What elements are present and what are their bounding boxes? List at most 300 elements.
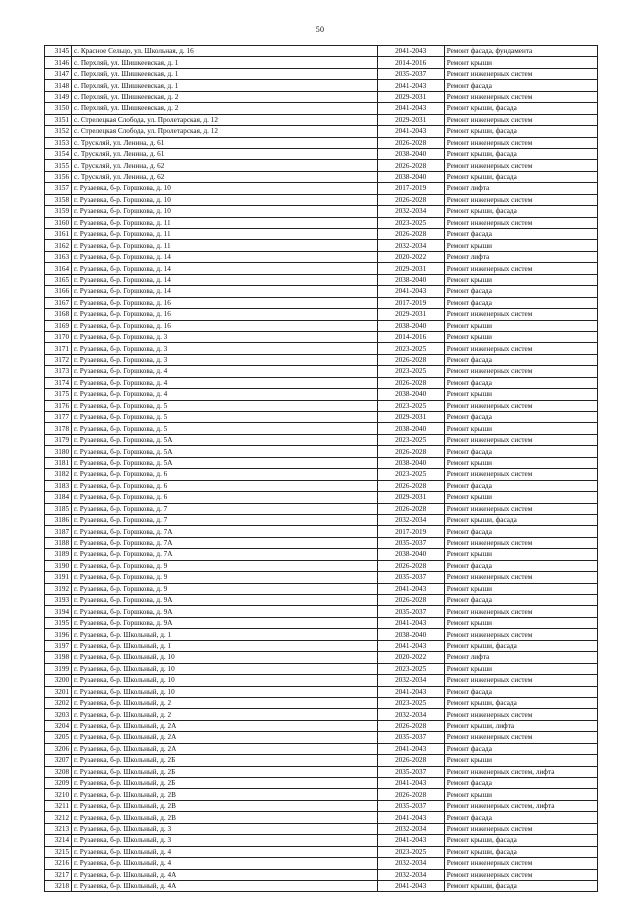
row-number: 3187 <box>45 526 72 537</box>
row-period: 2014-2016 <box>377 331 444 342</box>
table-row <box>45 789 598 800</box>
row-number: 3178 <box>45 423 72 434</box>
row-address: г. Рузаевка, б-р. Горшкова, д. 5А <box>72 434 378 445</box>
row-number: 3175 <box>45 389 72 400</box>
row-period: 2041-2043 <box>377 686 444 697</box>
row-address: г. Рузаевка, б-р. Горшкова, д. 7 <box>72 514 378 525</box>
row-address: г. Рузаевка, б-р. Школьный, д. 2Б <box>72 778 378 789</box>
row-address: с. Стрелецкая Слобода, ул. Пролетарская, д. 12 <box>72 126 378 137</box>
table-row <box>45 846 598 857</box>
row-period: 2029-2031 <box>377 492 444 503</box>
row-address: г. Рузаевка, б-р. Школьный, д. 1 <box>72 629 378 640</box>
row-period: 2038-2040 <box>377 389 444 400</box>
row-period: 2026-2028 <box>377 480 444 491</box>
row-period: 2017-2019 <box>377 526 444 537</box>
row-work-type: Ремонт инженерных систем <box>444 469 597 480</box>
row-work-type: Ремонт инженерных систем <box>444 68 597 79</box>
row-number: 3163 <box>45 251 72 262</box>
row-work-type: Ремонт лифта <box>444 183 597 194</box>
table-row <box>45 686 598 697</box>
row-work-type: Ремонт фасада <box>444 595 597 606</box>
row-period: 2038-2040 <box>377 457 444 468</box>
row-work-type: Ремонт крыши <box>444 389 597 400</box>
row-address: г. Рузаевка, б-р. Школьный, д. 4 <box>72 846 378 857</box>
table-row <box>45 697 598 708</box>
row-work-type: Ремонт крыши <box>444 423 597 434</box>
row-address: г. Рузаевка, б-р. Горшкова, д. 7А <box>72 537 378 548</box>
table-row <box>45 720 598 731</box>
table-row <box>45 823 598 834</box>
row-work-type: Ремонт инженерных систем <box>444 858 597 869</box>
row-period: 2035-2037 <box>377 68 444 79</box>
table-row <box>45 68 598 79</box>
row-number: 3209 <box>45 778 72 789</box>
row-address: г. Рузаевка, б-р. Школьный, д. 10 <box>72 675 378 686</box>
table-row <box>45 354 598 365</box>
row-number: 3171 <box>45 343 72 354</box>
row-number: 3195 <box>45 617 72 628</box>
row-number: 3212 <box>45 812 72 823</box>
row-work-type: Ремонт крыши <box>444 789 597 800</box>
table-row <box>45 732 598 743</box>
table-row <box>45 114 598 125</box>
row-address: г. Рузаевка, б-р. Горшкова, д. 5А <box>72 446 378 457</box>
table-row <box>45 274 598 285</box>
row-work-type: Ремонт инженерных систем <box>444 343 597 354</box>
row-work-type: Ремонт инженерных систем <box>444 572 597 583</box>
table-row <box>45 503 598 514</box>
row-address: г. Рузаевка, б-р. Школьный, д. 1 <box>72 640 378 651</box>
row-period: 2026-2028 <box>377 789 444 800</box>
row-number: 3173 <box>45 366 72 377</box>
row-period: 2026-2028 <box>377 194 444 205</box>
table-row <box>45 91 598 102</box>
row-period: 2023-2025 <box>377 846 444 857</box>
row-number: 3150 <box>45 103 72 114</box>
row-number: 3216 <box>45 858 72 869</box>
row-work-type: Ремонт крыши, фасада <box>444 697 597 708</box>
row-number: 3193 <box>45 595 72 606</box>
row-work-type: Ремонт крыши, фасада <box>444 835 597 846</box>
row-period: 2041-2043 <box>377 46 444 57</box>
row-number: 3183 <box>45 480 72 491</box>
row-period: 2032-2034 <box>377 709 444 720</box>
row-address: г. Рузаевка, б-р. Горшкова, д. 10 <box>72 194 378 205</box>
row-number: 3176 <box>45 400 72 411</box>
row-number: 3185 <box>45 503 72 514</box>
table-row <box>45 514 598 525</box>
row-period: 2014-2016 <box>377 57 444 68</box>
row-period: 2026-2028 <box>377 560 444 571</box>
row-work-type: Ремонт инженерных систем <box>444 194 597 205</box>
row-address: г. Рузаевка, б-р. Горшкова, д. 3 <box>72 343 378 354</box>
row-number: 3215 <box>45 846 72 857</box>
row-number: 3186 <box>45 514 72 525</box>
row-period: 2038-2040 <box>377 549 444 560</box>
row-number: 3170 <box>45 331 72 342</box>
row-period: 2026-2028 <box>377 755 444 766</box>
row-work-type: Ремонт инженерных систем <box>444 366 597 377</box>
row-address: с. Трускляй, ул. Ленина, д. 62 <box>72 160 378 171</box>
row-period: 2038-2040 <box>377 423 444 434</box>
row-number: 3199 <box>45 663 72 674</box>
table-row <box>45 80 598 91</box>
row-number: 3204 <box>45 720 72 731</box>
table-row <box>45 457 598 468</box>
row-address: г. Рузаевка, б-р. Школьный, д. 2Б <box>72 766 378 777</box>
table-row <box>45 434 598 445</box>
row-period: 2026-2028 <box>377 137 444 148</box>
row-number: 3196 <box>45 629 72 640</box>
table-row <box>45 446 598 457</box>
table-row <box>45 812 598 823</box>
row-number: 3182 <box>45 469 72 480</box>
row-number: 3189 <box>45 549 72 560</box>
row-address: г. Рузаевка, б-р. Горшкова, д. 9А <box>72 606 378 617</box>
row-number: 3154 <box>45 148 72 159</box>
row-number: 3191 <box>45 572 72 583</box>
row-work-type: Ремонт крыши, фасада <box>444 514 597 525</box>
row-address: с. Перхляй, ул. Шишкеевская, д. 1 <box>72 80 378 91</box>
row-address: г. Рузаевка, б-р. Школьный, д. 4 <box>72 858 378 869</box>
table-row <box>45 377 598 388</box>
row-address: г. Рузаевка, б-р. Горшкова, д. 14 <box>72 251 378 262</box>
row-address: с. Перхляй, ул. Шишкеевская, д. 2 <box>72 91 378 102</box>
row-address: г. Рузаевка, б-р. Горшкова, д. 5 <box>72 400 378 411</box>
row-work-type: Ремонт инженерных систем <box>444 160 597 171</box>
row-address: г. Рузаевка, б-р. Горшкова, д. 11 <box>72 229 378 240</box>
row-number: 3213 <box>45 823 72 834</box>
table-row <box>45 171 598 182</box>
row-work-type: Ремонт фасада <box>444 526 597 537</box>
row-work-type: Ремонт крыши <box>444 320 597 331</box>
table-row <box>45 126 598 137</box>
row-work-type: Ремонт фасада <box>444 560 597 571</box>
row-number: 3194 <box>45 606 72 617</box>
row-work-type: Ремонт фасада <box>444 229 597 240</box>
row-number: 3210 <box>45 789 72 800</box>
row-address: г. Рузаевка, б-р. Школьный, д. 2 <box>72 709 378 720</box>
row-work-type: Ремонт крыши <box>444 457 597 468</box>
row-work-type: Ремонт инженерных систем <box>444 114 597 125</box>
row-number: 3218 <box>45 880 72 891</box>
row-number: 3179 <box>45 434 72 445</box>
row-address: г. Рузаевка, б-р. Горшкова, д. 9А <box>72 617 378 628</box>
row-work-type: Ремонт крыши <box>444 331 597 342</box>
row-address: г. Рузаевка, б-р. Горшкова, д. 3 <box>72 331 378 342</box>
row-address: г. Рузаевка, б-р. Школьный, д. 4А <box>72 880 378 891</box>
row-address: г. Рузаевка, б-р. Горшкова, д. 7А <box>72 549 378 560</box>
row-number: 3172 <box>45 354 72 365</box>
row-work-type: Ремонт инженерных систем <box>444 400 597 411</box>
row-number: 3181 <box>45 457 72 468</box>
row-address: г. Рузаевка, б-р. Горшкова, д. 14 <box>72 263 378 274</box>
row-number: 3180 <box>45 446 72 457</box>
row-work-type: Ремонт крыши, фасада <box>444 640 597 651</box>
row-period: 2032-2034 <box>377 240 444 251</box>
row-number: 3157 <box>45 183 72 194</box>
row-address: с. Трускляй, ул. Ленина, д. 62 <box>72 171 378 182</box>
table-row <box>45 229 598 240</box>
row-address: г. Рузаевка, б-р. Горшкова, д. 4 <box>72 389 378 400</box>
table-row <box>45 286 598 297</box>
row-period: 2026-2028 <box>377 720 444 731</box>
row-period: 2038-2040 <box>377 171 444 182</box>
row-address: г. Рузаевка, б-р. Школьный, д. 10 <box>72 663 378 674</box>
row-address: г. Рузаевка, б-р. Школьный, д. 2Б <box>72 755 378 766</box>
row-period: 2026-2028 <box>377 229 444 240</box>
table-row <box>45 743 598 754</box>
row-address: г. Рузаевка, б-р. Школьный, д. 2А <box>72 720 378 731</box>
row-period: 2032-2034 <box>377 514 444 525</box>
row-number: 3207 <box>45 755 72 766</box>
row-number: 3214 <box>45 835 72 846</box>
row-period: 2041-2043 <box>377 286 444 297</box>
row-address: г. Рузаевка, б-р. Горшкова, д. 5 <box>72 412 378 423</box>
row-number: 3155 <box>45 160 72 171</box>
table-row <box>45 663 598 674</box>
row-period: 2032-2034 <box>377 869 444 880</box>
repair-schedule-table <box>44 45 598 892</box>
row-period: 2041-2043 <box>377 80 444 91</box>
row-number: 3168 <box>45 309 72 320</box>
table-row <box>45 137 598 148</box>
table-row <box>45 595 598 606</box>
row-number: 3148 <box>45 80 72 91</box>
row-period: 2026-2028 <box>377 377 444 388</box>
row-address: г. Рузаевка, б-р. Школьный, д. 2В <box>72 812 378 823</box>
row-period: 2017-2019 <box>377 183 444 194</box>
row-address: г. Рузаевка, б-р. Горшкова, д. 9 <box>72 583 378 594</box>
row-period: 2029-2031 <box>377 412 444 423</box>
row-address: г. Рузаевка, б-р. Школьный, д. 3 <box>72 835 378 846</box>
row-number: 3147 <box>45 68 72 79</box>
table-row <box>45 423 598 434</box>
row-work-type: Ремонт крыши <box>444 240 597 251</box>
row-work-type: Ремонт крыши, фасада <box>444 206 597 217</box>
row-work-type: Ремонт крыши, фасада <box>444 103 597 114</box>
row-address: г. Рузаевка, б-р. Школьный, д. 2В <box>72 800 378 811</box>
row-period: 2023-2025 <box>377 366 444 377</box>
row-number: 3158 <box>45 194 72 205</box>
row-period: 2023-2025 <box>377 434 444 445</box>
row-period: 2035-2037 <box>377 537 444 548</box>
row-period: 2023-2025 <box>377 400 444 411</box>
row-period: 2032-2034 <box>377 675 444 686</box>
row-work-type: Ремонт фасада <box>444 286 597 297</box>
row-address: г. Рузаевка, б-р. Горшкова, д. 9А <box>72 595 378 606</box>
row-work-type: Ремонт инженерных систем <box>444 629 597 640</box>
row-number: 3197 <box>45 640 72 651</box>
row-period: 2041-2043 <box>377 743 444 754</box>
row-work-type: Ремонт крыши <box>444 549 597 560</box>
table-row <box>45 858 598 869</box>
table-row <box>45 103 598 114</box>
row-work-type: Ремонт крыши, фасада <box>444 171 597 182</box>
row-address: г. Рузаевка, б-р. Горшкова, д. 10 <box>72 183 378 194</box>
row-work-type: Ремонт инженерных систем <box>444 217 597 228</box>
row-work-type: Ремонт фасада <box>444 480 597 491</box>
table-row <box>45 251 598 262</box>
row-period: 2041-2043 <box>377 812 444 823</box>
row-number: 3217 <box>45 869 72 880</box>
table-row <box>45 880 598 891</box>
row-address: с. Красное Сельцо, ул. Школьная, д. 16 <box>72 46 378 57</box>
table-row <box>45 400 598 411</box>
row-work-type: Ремонт крыши, фасада <box>444 880 597 891</box>
row-period: 2032-2034 <box>377 206 444 217</box>
row-work-type: Ремонт фасада <box>444 743 597 754</box>
table-row <box>45 629 598 640</box>
row-period: 2032-2034 <box>377 858 444 869</box>
row-address: г. Рузаевка, б-р. Горшкова, д. 5А <box>72 457 378 468</box>
row-period: 2029-2031 <box>377 309 444 320</box>
table-row <box>45 217 598 228</box>
table-row <box>45 869 598 880</box>
table-row <box>45 537 598 548</box>
row-period: 2038-2040 <box>377 274 444 285</box>
row-period: 2041-2043 <box>377 835 444 846</box>
row-work-type: Ремонт инженерных систем <box>444 503 597 514</box>
row-number: 3149 <box>45 91 72 102</box>
row-number: 3190 <box>45 560 72 571</box>
row-work-type: Ремонт инженерных систем <box>444 606 597 617</box>
row-number: 3153 <box>45 137 72 148</box>
row-period: 2032-2034 <box>377 823 444 834</box>
row-work-type: Ремонт фасада <box>444 812 597 823</box>
row-work-type: Ремонт крыши <box>444 583 597 594</box>
row-address: г. Рузаевка, б-р. Школьный, д. 3 <box>72 823 378 834</box>
row-number: 3166 <box>45 286 72 297</box>
row-address: г. Рузаевка, б-р. Горшкова, д. 11 <box>72 217 378 228</box>
row-number: 3202 <box>45 697 72 708</box>
row-address: г. Рузаевка, б-р. Горшкова, д. 10 <box>72 206 378 217</box>
row-work-type: Ремонт инженерных систем <box>444 709 597 720</box>
row-address: г. Рузаевка, б-р. Горшкова, д. 9 <box>72 572 378 583</box>
row-work-type: Ремонт крыши, фасада <box>444 126 597 137</box>
row-work-type: Ремонт инженерных систем, лифта <box>444 800 597 811</box>
row-number: 3156 <box>45 171 72 182</box>
row-number: 3203 <box>45 709 72 720</box>
row-period: 2038-2040 <box>377 629 444 640</box>
row-period: 2041-2043 <box>377 103 444 114</box>
row-period: 2041-2043 <box>377 583 444 594</box>
table-row <box>45 309 598 320</box>
row-number: 3192 <box>45 583 72 594</box>
row-work-type: Ремонт инженерных систем <box>444 537 597 548</box>
table-row <box>45 148 598 159</box>
row-period: 2017-2019 <box>377 297 444 308</box>
table-row <box>45 412 598 423</box>
row-period: 2029-2031 <box>377 263 444 274</box>
table-row <box>45 46 598 57</box>
row-period: 2035-2037 <box>377 606 444 617</box>
table-row <box>45 320 598 331</box>
row-number: 3206 <box>45 743 72 754</box>
row-work-type: Ремонт фасада <box>444 686 597 697</box>
row-number: 3208 <box>45 766 72 777</box>
row-period: 2023-2025 <box>377 469 444 480</box>
row-number: 3160 <box>45 217 72 228</box>
table-row <box>45 549 598 560</box>
row-address: г. Рузаевка, б-р. Горшкова, д. 5 <box>72 423 378 434</box>
table-row <box>45 755 598 766</box>
table-row <box>45 480 598 491</box>
table-row <box>45 778 598 789</box>
row-number: 3188 <box>45 537 72 548</box>
row-address: г. Рузаевка, б-р. Горшкова, д. 4 <box>72 366 378 377</box>
page-number: 50 <box>315 25 325 34</box>
row-number: 3205 <box>45 732 72 743</box>
row-period: 2023-2025 <box>377 663 444 674</box>
row-period: 2035-2037 <box>377 766 444 777</box>
row-address: г. Рузаевка, б-р. Горшкова, д. 6 <box>72 492 378 503</box>
row-period: 2035-2037 <box>377 572 444 583</box>
row-work-type: Ремонт инженерных систем <box>444 309 597 320</box>
table-row <box>45 240 598 251</box>
table-row <box>45 606 598 617</box>
table-row <box>45 652 598 663</box>
row-number: 3169 <box>45 320 72 331</box>
row-period: 2020-2022 <box>377 251 444 262</box>
row-period: 2038-2040 <box>377 148 444 159</box>
row-number: 3159 <box>45 206 72 217</box>
table-row <box>45 263 598 274</box>
row-period: 2041-2043 <box>377 617 444 628</box>
row-work-type: Ремонт фасада <box>444 80 597 91</box>
row-work-type: Ремонт инженерных систем, лифта <box>444 766 597 777</box>
row-work-type: Ремонт фасада <box>444 354 597 365</box>
row-work-type: Ремонт крыши <box>444 57 597 68</box>
table-row <box>45 640 598 651</box>
row-period: 2023-2025 <box>377 217 444 228</box>
row-work-type: Ремонт инженерных систем <box>444 263 597 274</box>
table-row <box>45 366 598 377</box>
row-work-type: Ремонт инженерных систем <box>444 869 597 880</box>
row-address: г. Рузаевка, б-р. Горшкова, д. 7А <box>72 526 378 537</box>
row-work-type: Ремонт инженерных систем <box>444 675 597 686</box>
table-row <box>45 389 598 400</box>
row-number: 3152 <box>45 126 72 137</box>
table-row <box>45 492 598 503</box>
row-number: 3200 <box>45 675 72 686</box>
table-row <box>45 160 598 171</box>
row-period: 2026-2028 <box>377 160 444 171</box>
table-row <box>45 331 598 342</box>
table-row <box>45 526 598 537</box>
row-work-type: Ремонт инженерных систем <box>444 91 597 102</box>
table-row <box>45 583 598 594</box>
row-work-type: Ремонт фасада <box>444 778 597 789</box>
row-work-type: Ремонт инженерных систем <box>444 434 597 445</box>
row-address: г. Рузаевка, б-р. Горшкова, д. 14 <box>72 286 378 297</box>
table-row <box>45 183 598 194</box>
table-row <box>45 617 598 628</box>
row-address: с. Стрелецкая Слобода, ул. Пролетарская, д. 12 <box>72 114 378 125</box>
row-address: г. Рузаевка, б-р. Горшкова, д. 16 <box>72 320 378 331</box>
row-address: с. Перхляй, ул. Шишкеевская, д. 2 <box>72 103 378 114</box>
table-row <box>45 297 598 308</box>
table-row <box>45 343 598 354</box>
row-number: 3165 <box>45 274 72 285</box>
row-address: г. Рузаевка, б-р. Горшкова, д. 7 <box>72 503 378 514</box>
row-number: 3211 <box>45 800 72 811</box>
row-period: 2023-2025 <box>377 343 444 354</box>
row-address: г. Рузаевка, б-р. Горшкова, д. 16 <box>72 309 378 320</box>
row-period: 2020-2022 <box>377 652 444 663</box>
row-address: г. Рузаевка, б-р. Школьный, д. 2А <box>72 743 378 754</box>
row-address: г. Рузаевка, б-р. Горшкова, д. 3 <box>72 354 378 365</box>
